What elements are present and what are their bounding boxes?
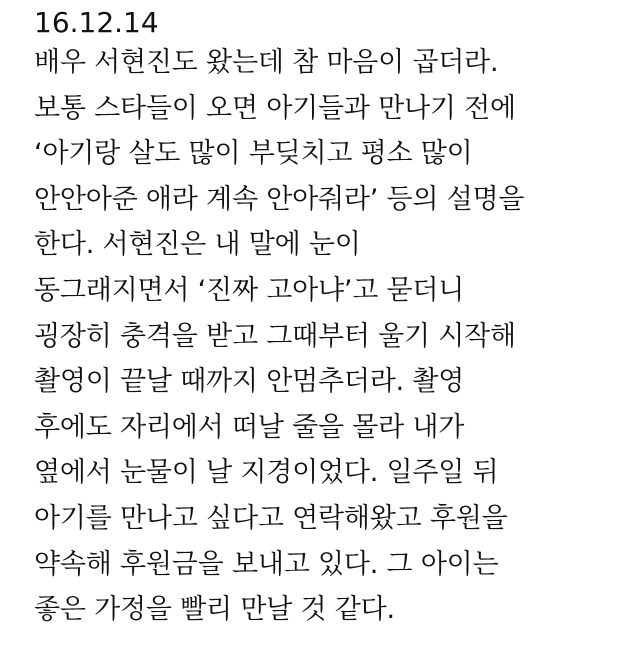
text-line: 한다. 서현진은 내 말에 눈이	[34, 229, 361, 261]
text-line: 약속해 후원금을 보내고 있다. 그 아이는	[34, 548, 499, 580]
text-line: 보통 스타들이 오면 아기들과 만나기 전에	[34, 92, 516, 124]
post-body	[34, 40, 634, 633]
text-line: 배우 서현진도 왔는데 참 마음이 곱더라.	[34, 47, 499, 78]
text-line: 옆에서 눈물이 날 지경이었다. 일주일 뒤	[34, 457, 499, 489]
text-line: 후에도 자리에서 떠날 줄을 몰라 내가	[34, 411, 465, 443]
text-line: 굉장히 충격을 받고 그때부터 울기 시작해	[34, 320, 516, 352]
post-date: 16.12.14	[34, 6, 159, 39]
text-line: 좋은 가정을 빨리 만날 것 같다.	[34, 594, 395, 626]
text-line: ‘아기랑 살도 많이 부딪치고 평소 많이	[34, 138, 473, 170]
text-line: 안안아준 애라 계속 안아줘라’ 등의 설명을	[34, 183, 525, 215]
text-line: 동그래지면서 ‘진짜 고아냐’고 묻더니	[34, 274, 465, 306]
text-line: 아기를 만나고 싶다고 연락해왔고 후원을	[34, 502, 508, 534]
text-line: 촬영이 끝날 때까지 안멈추더라. 촬영	[34, 366, 465, 398]
document	[34, 6, 634, 633]
